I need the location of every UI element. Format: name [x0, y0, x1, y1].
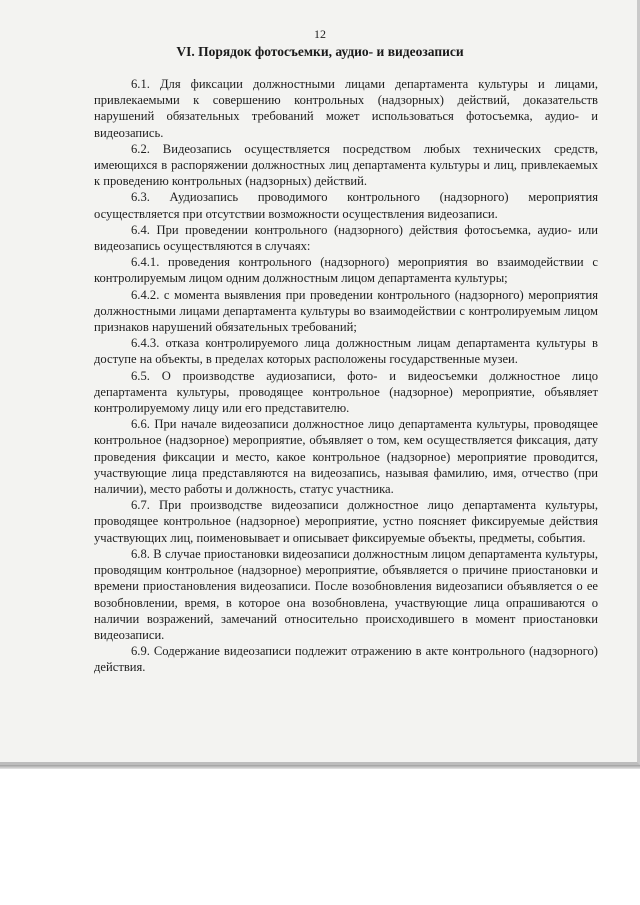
paragraph-6-3: 6.3. Аудиозапись проводимого контрольного (надзорного) мероприятия осуществляется при отсутствии возможности осуществления видеозаписи.: [94, 190, 598, 221]
section-title: VI. Порядок фотосъемки, аудио- и видеозаписи: [176, 44, 464, 59]
paragraph-6-4-2: 6.4.2. с момента выявления при проведении контрольного (надзорного) мероприятия должностными лицами департамента культуры во взаимодействии с контролируемым лицом признаков нарушений обязательных требований;: [94, 287, 598, 335]
paragraph-6-4-3: 6.4.3. отказа контролируемого лица должностным лицам департамента культуры в доступе на объекты, в пределах которых расположены государственные музеи.: [94, 336, 598, 367]
scan-bottom-edge: [0, 765, 640, 769]
paragraph-6-2: 6.2. Видеозапись осуществляется посредством любых технических средств, имеющихся в распоряжении должностных лиц департамента культуры и лиц, привлекаемых к проведению контрольных (надзорных) действий.: [94, 141, 598, 189]
paragraph-6-4-1: 6.4.1. проведения контрольного (надзорного) мероприятия во взаимодействии с контролируемым лицом одним должностным лицом департамента культуры;: [94, 255, 598, 286]
paragraph-6-5: 6.5. О производстве аудиозаписи, фото- и видеосъемки должностное лицо департамента культуры, проводящее контрольное (надзорное) мероприятие, объявляет контролируемому лицу или его представителю.: [94, 368, 598, 416]
paragraph-6-8: 6.8. В случае приостановки видеозаписи должностным лицом департамента культуры, проводящим контрольное (надзорное) мероприятие, объявляется о причине приостановки и времени приостановления видеозаписи. После возобновления видеозаписи объявляется о ее возобновлении, время, в которое она возобновлена, участвующие лица опрашиваются о наличии возражений, замечаний относительно происходившего в момент приостановки видеозаписи.: [94, 546, 598, 642]
document-body: [94, 76, 598, 676]
paragraph-6-1: 6.1. Для фиксации должностными лицами департамента культуры и лицами, привлекаемыми к совершению контрольных (надзорных) действий, доказательств нарушений обязательных требований может использоваться фотосъемка, аудио- и видеозапись.: [94, 77, 598, 140]
paragraph-6-7: 6.7. При производстве видеозаписи должностное лицо департамента культуры, проводящее контрольное (надзорное) мероприятие, устно поясняет фиксируемые действия участвующих лиц, поименовывает и описывает фиксируемые объекты, предметы, события.: [94, 498, 598, 545]
paragraph-6-6: 6.6. При начале видеозаписи должностное лицо департамента культуры, проводящее контрольное (надзорное) мероприятие, объявляет о том, кем осуществляется фиксация, дату проведения фиксации и место, какое контрольное (надзорное) мероприятие проводится, участвующие лица представляются на видеозапись, называя фамилию, имя, отчество (при наличии), место работы и должность, статус участника.: [94, 417, 598, 497]
paragraph-6-9: 6.9. Содержание видеозаписи подлежит отражению в акте контрольного (надзорного) действия.: [94, 644, 598, 675]
page-number: 12: [314, 27, 326, 41]
paragraph-6-4: 6.4. При проведении контрольного (надзорного) действия фотосъемка, аудио- или видеозапись осуществляются в случаях:: [94, 222, 598, 254]
